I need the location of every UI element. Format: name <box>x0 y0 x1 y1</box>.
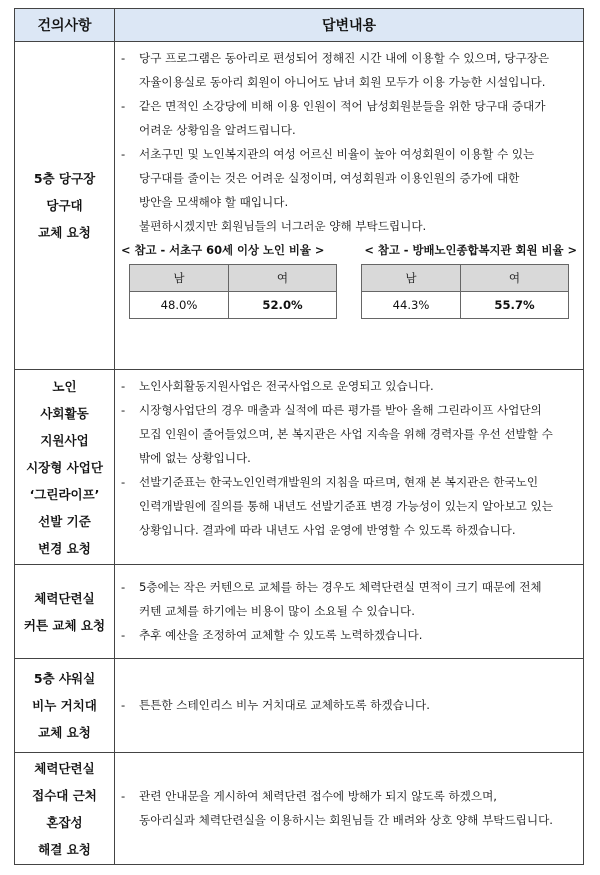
answer-line: 자율이용실로 동아리 회원이 아니어도 남녀 회원 모두가 이용 가능한 시설입니다. <box>139 75 546 89</box>
answer-line: 관련 안내문을 게시하여 체력단련 접수에 방해가 되지 않도록 하겠으며, <box>139 788 497 803</box>
topic-line: 노인 <box>52 378 77 394</box>
reference-left-caption: < 참고 - 서초구 60세 이상 노인 비율 > <box>121 243 325 257</box>
topic-line: 선발 기준 <box>38 513 91 529</box>
answer-line: 서초구민 및 노인복지관의 여성 어르신 비율이 높아 여성회원이 이용할 수 있는 <box>139 147 535 161</box>
answer-line: 인력개발원에 질의를 통해 내년도 선발기준표 변경 가능성이 있는지 알아보고 있는 <box>139 499 553 513</box>
female-ratio: 52.0% <box>229 292 337 319</box>
male-ratio: 48.0% <box>130 292 229 319</box>
answer-cell <box>115 370 584 565</box>
topic-line: 비누 거치대 <box>32 698 97 713</box>
topic-line: 해결 요청 <box>38 841 91 857</box>
topic-line: ‘그린라이프’ <box>29 486 100 502</box>
header-topic: 건의사항 <box>15 9 115 42</box>
answer-line: 추후 예산을 조정하여 교체할 수 있도록 노력하겠습니다. <box>139 627 423 642</box>
male-ratio: 44.3% <box>362 292 461 319</box>
answer-line: 커텐 교체를 하기에는 비용이 많이 소요될 수 있습니다. <box>139 603 415 618</box>
answer-bullet: - 튼튼한 스테인리스 비누 거치대로 교체하도록 하겠습니다. <box>121 693 577 717</box>
answer-line: 튼튼한 스테인리스 비누 거치대로 교체하도록 하겠습니다. <box>139 697 430 712</box>
answer-cell <box>115 42 584 370</box>
male-header: 남 <box>130 265 229 292</box>
topic-line: 지원사업 <box>40 432 89 448</box>
topic-line: 교체 요청 <box>38 725 91 740</box>
answer-bullet: - 시장형사업단의 경우 매출과 실적에 따른 평가를 받아 올해 그린라이프 사업단의 모집 인원이 줄어들었으며, 본 복지관은 사업 지속을 위해 경력자를 우선 선발할 수 밖에 없는 상황입니다. <box>121 398 577 470</box>
answer-bullet: - 선발기준표는 한국노인인력개발원의 지침을 따르며, 현재 본 복지관은 한국노인 인력개발원에 질의를 통해 내년도 선발기준표 변경 가능성이 있는지 알아보고 있는 상황입니다. 결과에 따라 내년도 사업 운영에 반영할 수 있도록 하겠습니다. <box>121 470 577 542</box>
topic-line: 커튼 교체 요청 <box>23 617 106 633</box>
topic-line: 사회활동 <box>40 405 89 421</box>
topic-line: 교체 요청 <box>38 225 91 240</box>
answer-cell <box>115 753 584 865</box>
answer-line: 어려운 상황임을 알려드립니다. <box>139 123 296 137</box>
answer-bullet: - 5층에는 작은 커텐으로 교체를 하는 경우도 체력단련실 면적이 크기 때문에 전체 커텐 교체를 하기에는 비용이 많이 소요될 수 있습니다. <box>121 575 577 623</box>
answer-line: 당구 프로그램은 동아리로 편성되어 정해진 시간 내에 이용할 수 있으며, 당구장은 <box>139 51 550 65</box>
answer-line: 동아리실과 체력단련실을 이용하시는 회원님들 간 배려와 상호 양해 부탁드립니다. <box>139 812 553 827</box>
topic-cell <box>15 753 115 865</box>
answer-bullet: - 관련 안내문을 게시하여 체력단련 접수에 방해가 되지 않도록 하겠으며, 동아리실과 체력단련실을 이용하시는 회원님들 간 배려와 상호 양해 부탁드립니다. <box>121 784 577 832</box>
female-header: 여 <box>229 265 337 292</box>
topic-line: 5층 샤워실 <box>33 671 96 686</box>
topic-cell <box>15 659 115 753</box>
female-ratio: 55.7% <box>461 292 569 319</box>
topic-line: 당구대 <box>46 198 83 213</box>
topic-line: 체력단련실 <box>34 590 95 606</box>
answer-line: 방안을 모색해야 할 때입니다. <box>139 195 289 209</box>
answer-bullet: - 당구 프로그램은 동아리로 편성되어 정해진 시간 내에 이용할 수 있으며, 당구장은 자율이용실로 동아리 회원이 아니어도 남녀 회원 모두가 이용 가능한 시설입니다. <box>121 46 577 94</box>
table-row <box>15 565 584 659</box>
topic-cell <box>15 565 115 659</box>
topic-line: 체력단련실 <box>34 760 95 776</box>
topic-cell <box>15 42 115 370</box>
topic-cell <box>15 370 115 565</box>
bangbae-ratio-table <box>361 264 569 319</box>
table-row <box>15 753 584 865</box>
topic-line: 접수대 근처 <box>32 787 97 803</box>
answer-line: 상황입니다. 결과에 따라 내년도 사업 운영에 반영할 수 있도록 하겠습니다. <box>139 523 516 537</box>
answer-line: 5층에는 작은 커텐으로 교체를 하는 경우도 체력단련실 면적이 크기 때문에 전체 <box>139 579 542 594</box>
answer-line: 같은 면적인 소강당에 비해 이용 인원이 적어 남성회원분들을 위한 당구대 증대가 <box>139 99 546 113</box>
table-row <box>15 659 584 753</box>
table-row <box>15 370 584 565</box>
topic-line: 5층 당구장 <box>33 171 96 186</box>
topic-line: 시장형 사업단 <box>26 459 103 475</box>
answer-line: 당구대를 줄이는 것은 어려운 실정이며, 여성회원과 이용인원의 증가에 대한 <box>139 171 520 185</box>
male-header: 남 <box>362 265 461 292</box>
female-header: 여 <box>461 265 569 292</box>
suggestion-table <box>14 8 584 865</box>
seocho-ratio-table <box>129 264 337 319</box>
answer-line: 불편하시겠지만 회원님들의 너그러운 양해 부탁드립니다. <box>139 219 427 233</box>
header-answer: 답변내용 <box>115 9 584 42</box>
reference-captions <box>121 240 577 260</box>
document <box>14 8 584 865</box>
ratio-tables <box>121 264 577 319</box>
table-row <box>15 42 584 370</box>
answer-bullet: - 서초구민 및 노인복지관의 여성 어르신 비율이 높아 여성회원이 이용할 수 있는 당구대를 줄이는 것은 어려운 실정이며, 여성회원과 이용인원의 증가에 대한 방안을 모색해야 할 때입니다. 불편하시겠지만 회원님들의 너그러운 양해 부탁드립니다. <box>121 142 577 238</box>
answer-line: 모집 인원이 줄어들었으며, 본 복지관은 사업 지속을 위해 경력자를 우선 선발할 수 <box>139 427 553 441</box>
reference-right-caption: < 참고 - 방배노인종합복지관 회원 비율 > <box>364 243 577 257</box>
answer-bullet: - 같은 면적인 소강당에 비해 이용 인원이 적어 남성회원분들을 위한 당구대 증대가 어려운 상황임을 알려드립니다. <box>121 94 577 142</box>
topic-line: 변경 요청 <box>38 540 91 556</box>
answer-line: 노인사회활동지원사업은 전국사업으로 운영되고 있습니다. <box>139 379 434 393</box>
answer-cell <box>115 659 584 753</box>
answer-bullet: - 추후 예산을 조정하여 교체할 수 있도록 노력하겠습니다. <box>121 623 577 647</box>
answer-line: 밖에 없는 상황입니다. <box>139 451 251 465</box>
answer-bullet: - 노인사회활동지원사업은 전국사업으로 운영되고 있습니다. <box>121 374 577 398</box>
answer-line: 시장형사업단의 경우 매출과 실적에 따른 평가를 받아 올해 그린라이프 사업단의 <box>139 403 542 417</box>
header-row <box>15 9 584 42</box>
topic-line: 혼잡성 <box>46 814 83 830</box>
answer-cell <box>115 565 584 659</box>
answer-line: 선발기준표는 한국노인인력개발원의 지침을 따르며, 현재 본 복지관은 한국노인 <box>139 475 539 489</box>
